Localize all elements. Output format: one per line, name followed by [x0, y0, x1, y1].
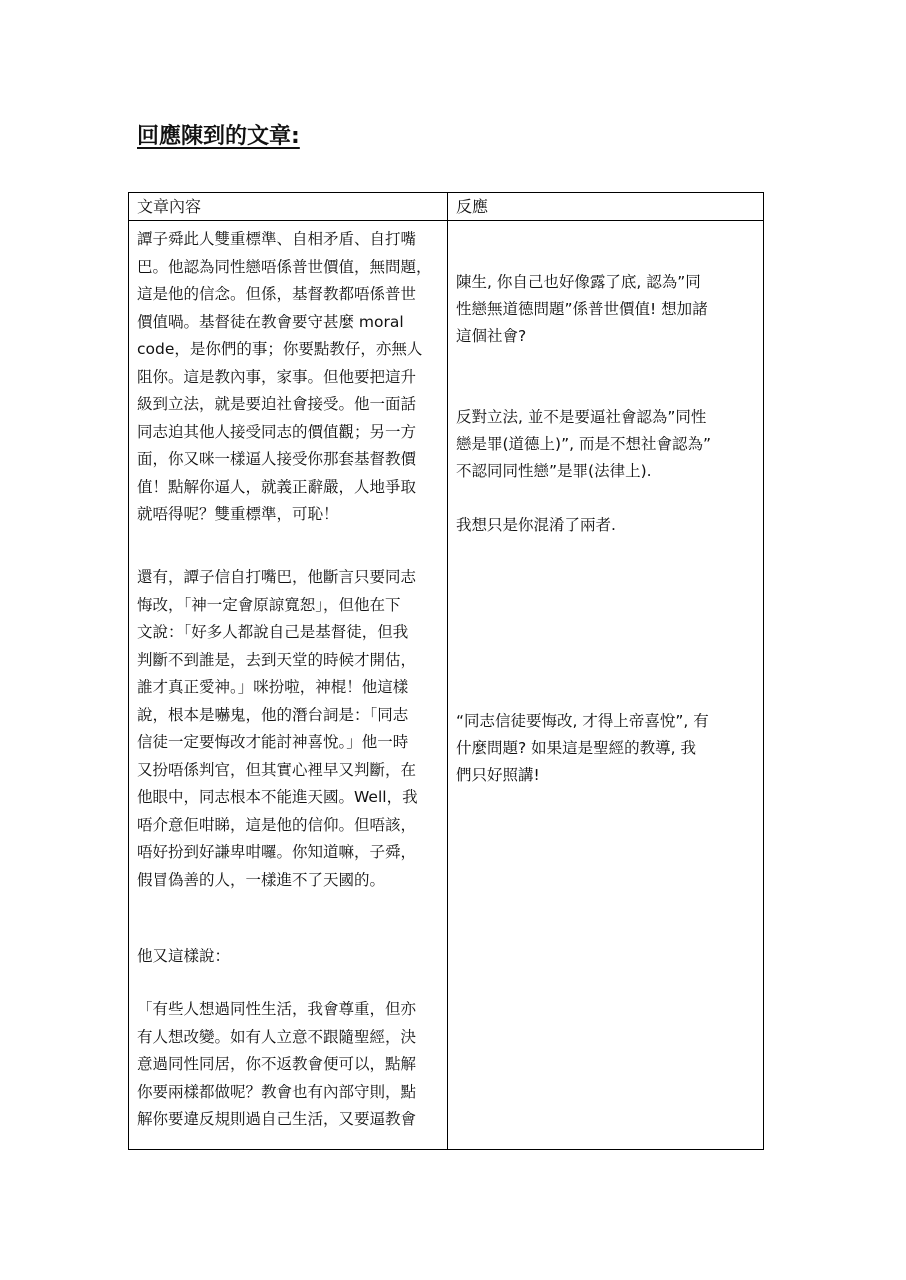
- text-line: 他又這樣說：: [137, 947, 231, 965]
- text-line: 價值喎。基督徒在教會要守甚麼 moral: [137, 312, 404, 331]
- text-line: 級到立法，就是要迫社會接受。他一面話: [137, 395, 417, 413]
- text-line: 就唔得呢？雙重標準，可恥！: [137, 505, 339, 523]
- article-paragraph-4: [137, 996, 416, 1134]
- text-line: 不認同同性戀”是罪(法律上).: [456, 462, 652, 480]
- text-line: 悔改，「神一定會原諒寬恕」，但他在下: [137, 595, 401, 614]
- document-title: 回應陳到的文章:: [137, 124, 300, 149]
- header-response: 反應: [456, 197, 489, 216]
- article-paragraph-3: [137, 943, 230, 971]
- text-line: 意過同性同居，你不返教會便可以，點解: [137, 1055, 417, 1073]
- text-line: 判斷不到誰是，去到天堂的時候才開估，: [137, 650, 417, 669]
- text-line: 同志迫其他人接受同志的價值觀；另一方: [137, 422, 417, 441]
- text-line: 你要兩樣都做呢？教會也有內部守則，點: [137, 1082, 417, 1101]
- response-paragraph-3: [456, 512, 616, 539]
- text-line: 這是他的信念。但係，基督教都唔係普世: [137, 285, 417, 303]
- text-line: 巴。他認為同性戀唔係普世價值，無問題，: [137, 257, 432, 276]
- text-line: 這個社會?: [456, 327, 527, 345]
- text-line: 戀是罪(道德上)”, 而是不想社會認為”: [456, 435, 712, 453]
- text-line: 「有些人想過同性生活，我會尊重，但亦: [137, 1000, 417, 1018]
- article-paragraph-1: [137, 226, 432, 529]
- article-paragraph-2: [137, 564, 418, 894]
- text-line: 值！點解你逼人，就義正辭嚴，人地爭取: [137, 477, 417, 496]
- text-line: 面，你又咪一樣逼人接受你那套基督教價: [137, 450, 417, 468]
- text-line: 我想只是你混淆了兩者.: [456, 516, 616, 534]
- response-table: [128, 192, 764, 1150]
- text-line: 什麼問題? 如果這是聖經的教導, 我: [456, 739, 697, 757]
- text-line: 假冒偽善的人，一樣進不了天國的。: [137, 870, 386, 889]
- text-line: 阻你。這是教內事，家事。但他要把這升: [137, 367, 417, 386]
- text-line: 陳生, 你自己也好像露了底, 認為”同: [456, 273, 701, 291]
- text-line: 有人想改變。如有人立意不跟隨聖經，決: [137, 1027, 417, 1046]
- text-line: 文說：「好多人都說自己是基督徒，但我: [137, 623, 409, 641]
- text-line: 唔好扮到好謙卑咁囉。你知道嘛，子舜，: [137, 843, 417, 861]
- text-line: 性戀無道德問題”係普世價值! 想加諸: [456, 300, 708, 318]
- text-line: 他眼中，同志根本不能進天國。Well，我: [137, 788, 418, 806]
- text-line: 反對立法, 並不是要逼社會認為”同性: [456, 408, 707, 426]
- text-line: 解你要違反規則過自己生活，又要逼教會: [137, 1110, 417, 1128]
- text-line: 誰才真正愛神。」咪扮啦，神棍！他這樣: [137, 678, 409, 696]
- header-article-content: 文章內容: [137, 197, 202, 216]
- column-divider: [447, 193, 448, 1149]
- response-paragraph-1: [456, 269, 708, 350]
- response-paragraph-4: [456, 708, 709, 789]
- text-line: code，是你們的事；你要點教仔，亦無人: [137, 340, 423, 358]
- text-line: 信徒一定要悔改才能討神喜悅。」他一時: [137, 733, 409, 751]
- article-content-cell: [137, 220, 441, 1149]
- text-line: 還有，譚子信自打嘴巴，他斷言只要同志: [137, 568, 417, 586]
- text-line: 唔介意佢咁睇，這是他的信仰。但唔該，: [137, 815, 417, 834]
- response-paragraph-2: [456, 404, 711, 485]
- text-line: 又扮唔係判官，但其實心裡早又判斷，在: [137, 760, 417, 779]
- text-line: 說，根本是嚇鬼，他的潛台詞是：「同志: [137, 705, 409, 724]
- text-line: 們只好照講!: [456, 766, 540, 784]
- text-line: “同志信徒要悔改, 才得上帝喜悅”, 有: [456, 712, 709, 730]
- response-cell: [456, 220, 758, 1149]
- text-line: 譚子舜此人雙重標準、自相矛盾、自打嘴: [137, 230, 417, 248]
